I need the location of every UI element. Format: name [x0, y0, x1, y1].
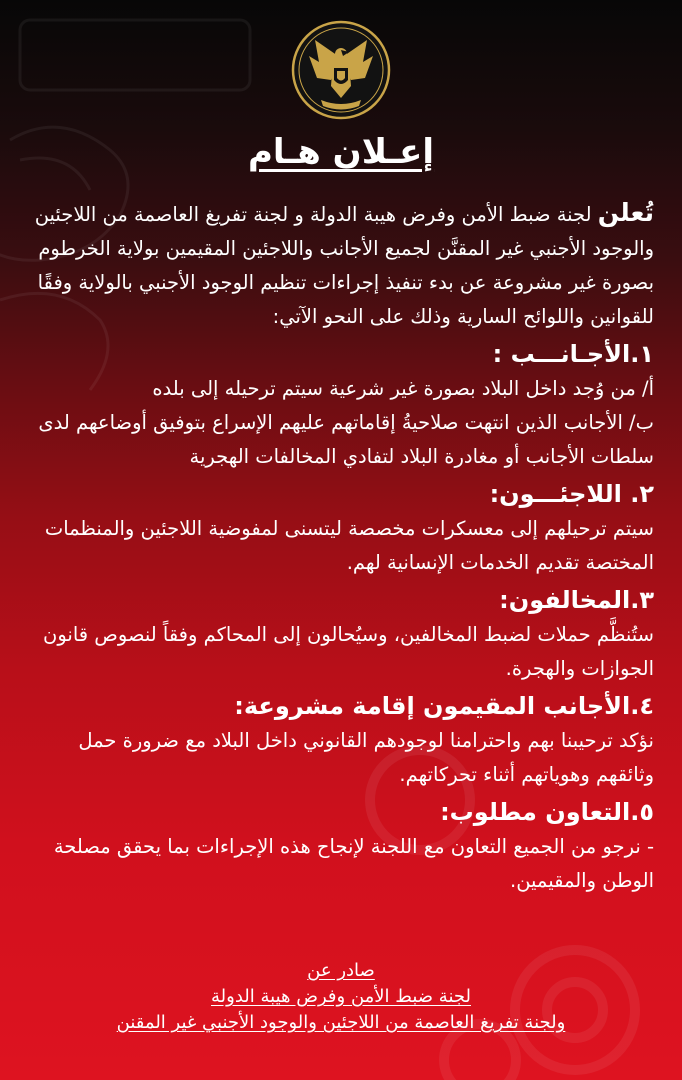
intro-paragraph	[30, 196, 654, 334]
secretary-bird-emblem-icon	[291, 20, 391, 120]
section-legal-residents-text: نؤكد ترحيبنا بهم واحترامنا لوجودهم القانوني داخل البلاد مع ضرورة حمل وثائقهم وهوياتهم أثناء تحركاتهم.	[78, 729, 654, 786]
section-refugees-text: سيتم ترحيلهم إلى معسكرات مخصصة ليتسنى لمفوضية اللاجئين والمنظمات المختصة تقديم الخدمات الإنسانية لهم.	[44, 517, 654, 574]
section-foreigners-line-a: أ/ من وُجد داخل البلاد بصورة غير شرعية سيتم ترحيله إلى بلده	[152, 377, 654, 400]
issuer-footer	[0, 958, 682, 1036]
section-cooperation-text: - نرجو من الجميع التعاون مع اللجنة لإنجاح هذه الإجراءات بما يحقق مصلحة الوطن والمقيمين.	[53, 835, 654, 892]
section-heading-foreigners: ١.الأجـانـــب :	[492, 340, 654, 368]
section-violators-text: ستُنظَّم حملات لضبط المخالفين، وسيُحالون إلى المحاكم وفقاً لنصوص قانون الجوازات والهجرة.	[43, 623, 654, 680]
section-foreigners-line-b: ب/ الأجانب الذين انتهت صلاحيةُ إقاماتهم عليهم الإسراع بتوفيق أوضاعهم لدى سلطات الأجانب أو مغادرة البلاد لتفادي المخالفات الهجرية	[38, 411, 654, 468]
issuer-committee-security: لجنة ضبط الأمن وفرض هيبة الدولة	[211, 986, 471, 1007]
announcement-body	[30, 196, 654, 898]
intro-text: لجنة ضبط الأمن وفرض هيبة الدولة و لجنة تفريغ العاصمة من اللاجئين والوجود الأجنبي غير المقنَّن لجميع الأجانب واللاجئين المقيمين بولاية الخرطوم بصورة غير مشروعة عن بدء تنفيذ إجراءات تنظيم الوجود الأجنبي بالولاية وفقًا للقوانين واللوائح السارية وذلك على النحو الآتي:	[34, 203, 654, 328]
issuer-committee-evacuation: ولجنة تفريغ العاصمة من اللاجئين والوجود الأجنبي غير المقنن	[116, 1012, 566, 1033]
section-heading-violators: ٣.المخالفون:	[499, 586, 654, 614]
section-heading-cooperation: ٥.التعاون مطلوب:	[440, 798, 654, 826]
issued-by-label: صادر عن	[307, 960, 375, 981]
section-heading-legal-residents: ٤.الأجانب المقيمون إقامة مشروعة:	[234, 692, 654, 720]
section-heading-refugees: ٢. اللاجئـــون:	[489, 480, 654, 508]
intro-lead-word: تُعلن	[597, 198, 654, 227]
page-title: إعـلان هـام	[247, 132, 435, 172]
